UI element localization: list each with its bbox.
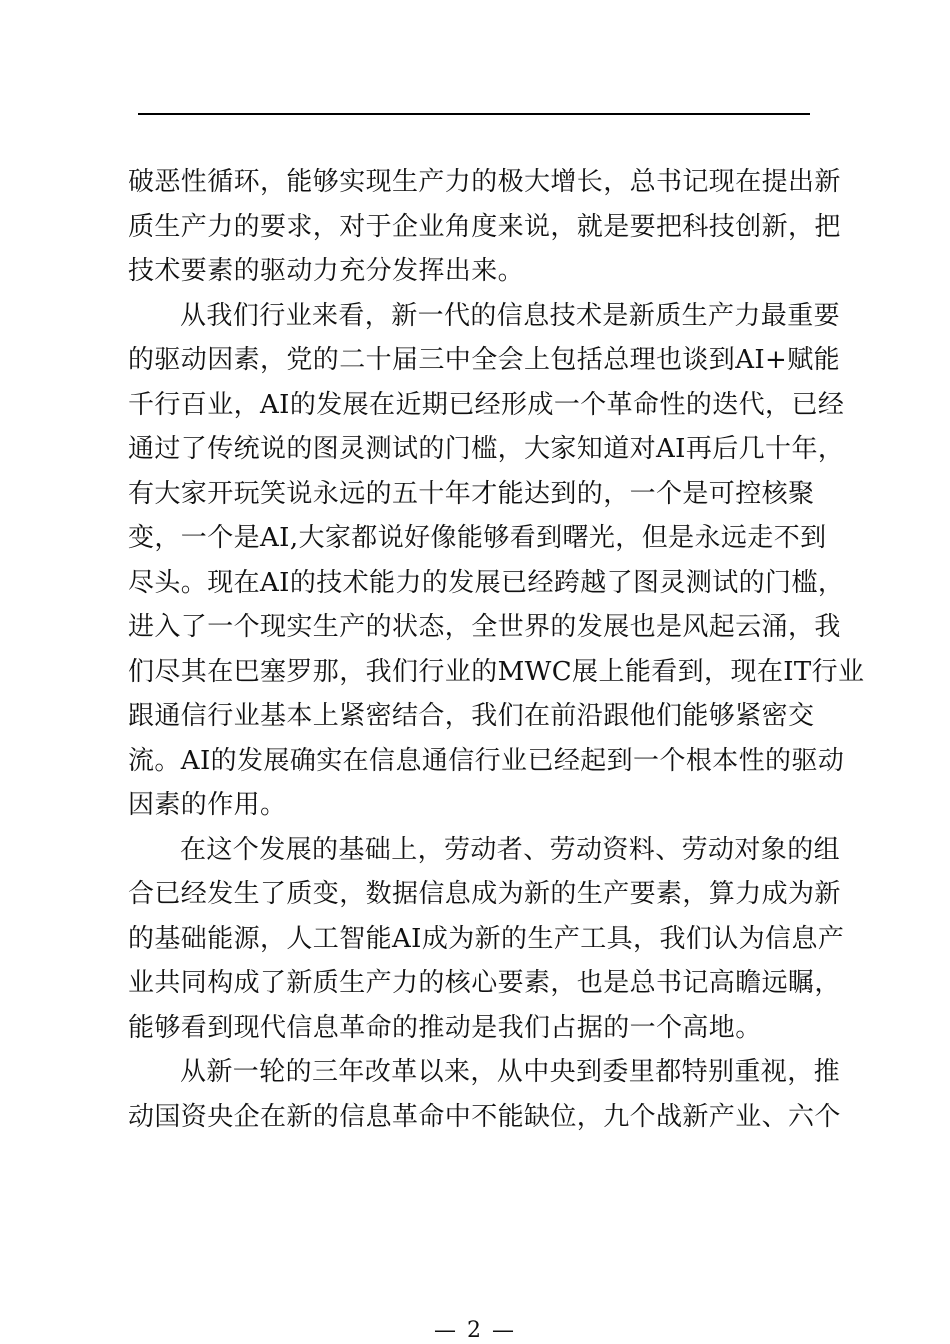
text-line: 动国资央企在新的信息革命中不能缺位，九个战新产业、六个 [128, 1101, 841, 1132]
text-line: 变，一个是AI,大家都说好像能够看到曙光，但是永远走不到 [128, 523, 827, 553]
text-line: 通过了传统说的图灵测试的门槛，大家知道对AI再后几十年， [128, 434, 845, 464]
text-line: 有大家开玩笑说永远的五十年才能达到的，一个是可控核聚 [128, 478, 815, 509]
text-line: 尽头。现在AI的技术能力的发展已经跨越了图灵测试的门槛， [128, 567, 845, 598]
text-line: 跟通信行业基本上紧密结合，我们在前沿跟他们能够紧密交 [128, 701, 815, 731]
text-line: 合已经发生了质变，数据信息成为新的生产要素，算力成为新 [128, 879, 841, 909]
text-line: 进入了一个现实生产的状态，全世界的发展也是风起云涌，我 [128, 612, 841, 642]
text-line: 技术要素的驱动力充分发挥出来。 [128, 256, 525, 286]
paragraph-first-line: 在这个发展的基础上，劳动者、劳动资料、劳动对象的组 [180, 834, 841, 865]
text-line: 因素的作用。 [128, 790, 287, 820]
text-line: 们尽其在巴塞罗那，我们行业的MWC展上能看到，现在IT行业 [128, 656, 865, 687]
body-text [128, 160, 865, 1139]
paragraph-first-line: 从我们行业来看，新一代的信息技术是新质生产力最重要 [180, 300, 841, 331]
text-line: 破恶性循环，能够实现生产力的极大增长，总书记现在提出新 [128, 167, 841, 197]
text-line: 的基础能源，人工智能AI成为新的生产工具，我们认为信息产 [128, 923, 845, 954]
header-rule [138, 113, 810, 115]
text-line: 业共同构成了新质生产力的核心要素，也是总书记高瞻远瞩， [128, 968, 841, 998]
text-line: 千行百业，AI的发展在近期已经形成一个革命性的迭代，已经 [128, 389, 845, 420]
text-line: 能够看到现代信息革命的推动是我们占据的一个高地。 [128, 1012, 762, 1043]
text-line: 流。AI的发展确实在信息通信行业已经起到一个根本性的驱动 [128, 745, 845, 776]
text-line: 质生产力的要求，对于企业角度来说，就是要把科技创新，把 [128, 211, 841, 242]
page-number: — 2 — [434, 1318, 516, 1343]
paragraph-first-line: 从新一轮的三年改革以来，从中央到委里都特别重视，推 [180, 1057, 841, 1087]
text-line: 的驱动因素，党的二十届三中全会上包括总理也谈到AI+赋能 [128, 345, 841, 375]
